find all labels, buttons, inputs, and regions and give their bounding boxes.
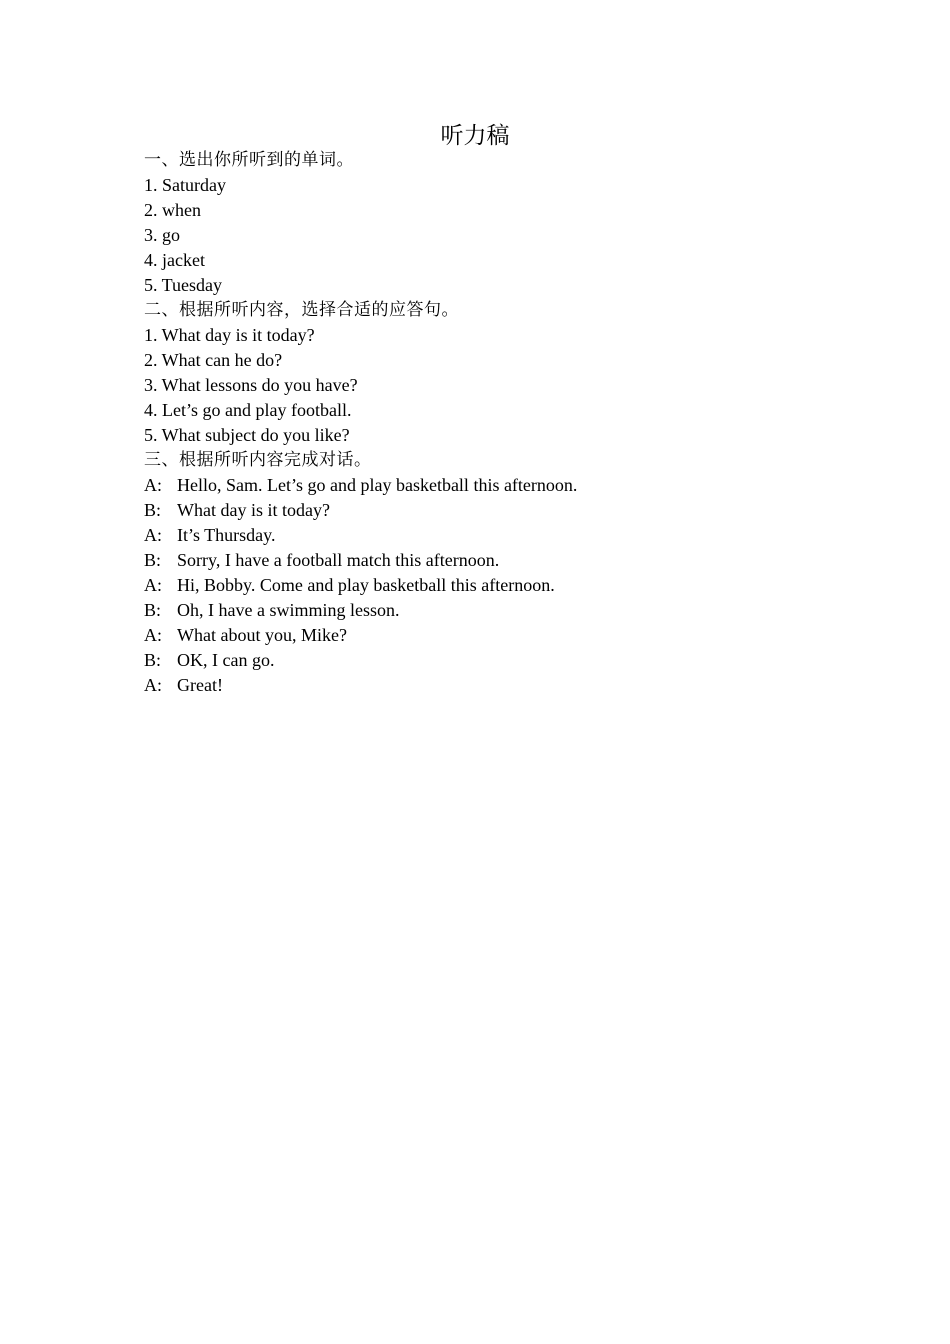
dialogue-text: What about you, Mike? (177, 625, 347, 645)
section2-heading: 二、根据所听内容，选择合适的应答句。 (144, 300, 459, 320)
dialogue-line (144, 548, 864, 573)
document-body (144, 148, 864, 698)
section1-item: 3. go (144, 225, 180, 245)
dialogue-text: Hello, Sam. Let’s go and play basketball this afternoon. (177, 475, 578, 495)
dialogue-text: Sorry, I have a football match this afternoon. (177, 550, 500, 570)
dialogue-line (144, 498, 864, 523)
section1-item: 2. when (144, 200, 201, 220)
dialogue-speaker: B: (144, 600, 162, 620)
dialogue-speaker: A: (144, 575, 162, 595)
dialogue-line (144, 473, 864, 498)
dialogue-speaker: A: (144, 675, 162, 695)
dialogue-text: Oh, I have a swimming lesson. (177, 600, 400, 620)
dialogue-speaker: B: (144, 500, 162, 520)
dialogue-speaker: A: (144, 475, 162, 495)
section2-item: 4. Let’s go and play football. (144, 400, 352, 420)
dialogue-line (144, 598, 864, 623)
section1-item: 1. Saturday (144, 175, 226, 195)
dialogue-speaker: B: (144, 650, 162, 670)
section2-item: 5. What subject do you like? (144, 425, 350, 445)
dialogue-line (144, 573, 864, 598)
dialogue-text: OK, I can go. (177, 650, 275, 670)
section1-item: 5. Tuesday (144, 275, 223, 295)
dialogue-line (144, 523, 864, 548)
section1-heading: 一、选出你所听到的单词。 (144, 150, 354, 170)
section1-item: 4. jacket (144, 250, 205, 270)
section2-item: 3. What lessons do you have? (144, 375, 358, 395)
dialogue-speaker: B: (144, 550, 162, 570)
section2-item: 1. What day is it today? (144, 325, 315, 345)
dialogue-text: What day is it today? (177, 500, 330, 520)
dialogue-text: It’s Thursday. (177, 525, 276, 545)
dialogue-text: Hi, Bobby. Come and play basketball this afternoon. (177, 575, 555, 595)
dialogue-speaker: A: (144, 525, 162, 545)
section2-item: 2. What can he do? (144, 350, 283, 370)
document-title: 听力稿 (440, 123, 510, 148)
dialogue-line (144, 673, 864, 698)
dialogue-line (144, 623, 864, 648)
dialogue-text: Great! (177, 675, 223, 695)
section3-heading: 三、根据所听内容完成对话。 (144, 450, 372, 470)
dialogue-line (144, 648, 864, 673)
dialogue-speaker: A: (144, 625, 162, 645)
